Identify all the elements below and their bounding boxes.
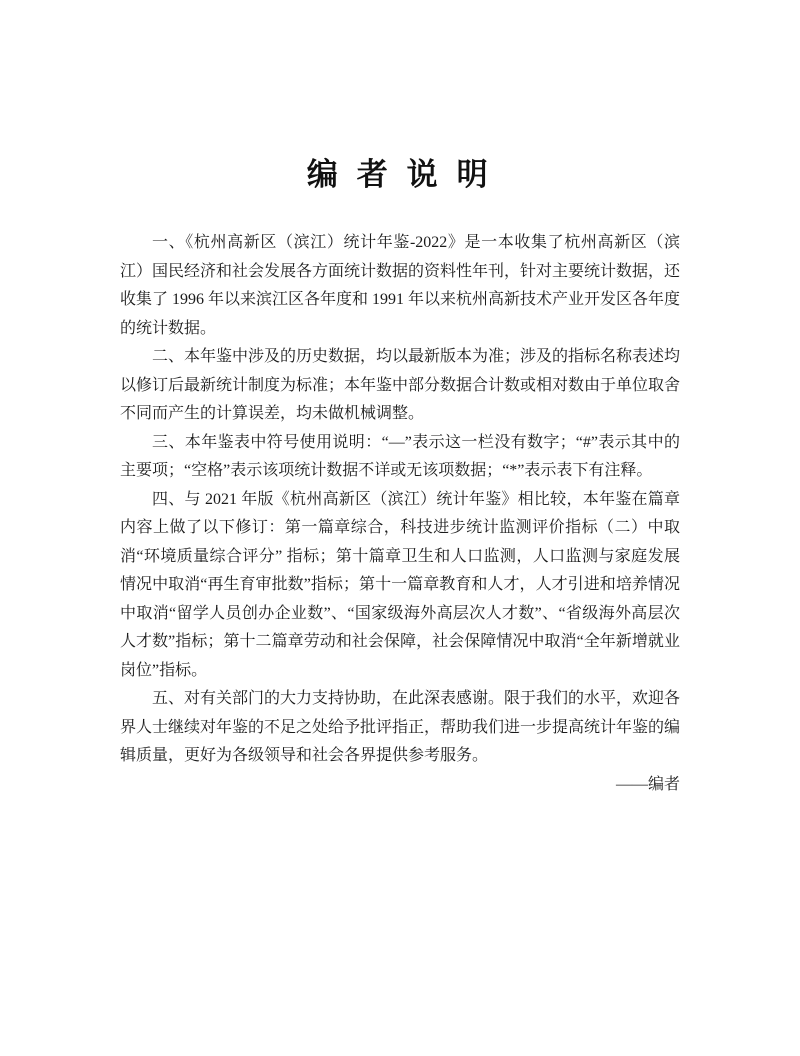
paragraph-2: 二、本年鉴中涉及的历史数据，均以最新版本为准；涉及的指标名称表述均以修订后最新统计制度为标准；本年鉴中部分数据合计数或相对数由于单位取舍不同而产生的计算误差，均未做机械调整。 (120, 348, 681, 422)
paragraph-4: 四、与 2021 年版《杭州高新区（滨江）统计年鉴》相比较，本年鉴在篇章内容上做了以下修订：第一篇章综合，科技进步统计监测评价指标（二）中取消“环境质量综合评分” 指标；第十篇章卫生和人口监测，人口监测与家庭发展情况中取消“再生育审批数”指标；第十一篇章教育和人才，人才引进和培养情况中取消“留学人员创办企业数”、“国家级海外高层次人才数”、“省级海外高层次人才数”指标；第十二篇章劳动和社会保障，社会保障情况中取消“全年新增就业岗位”指标。 (120, 490, 680, 679)
document-body (120, 229, 680, 799)
page-title: 编 者 说 明 (306, 157, 494, 192)
paragraph-5: 五、对有关部门的大力支持协助，在此深表感谢。限于我们的水平，欢迎各界人士继续对年鉴的不足之处给予批评指正，帮助我们进一步提高统计年鉴的编辑质量，更好为各级领导和社会各界提供参考服务。 (120, 690, 681, 764)
paragraph-1: 一、《杭州高新区（滨江）统计年鉴-2022》是一本收集了杭州高新区（滨江）国民经济和社会发展各方面统计数据的资料性年刊，针对主要统计数据，还收集了 1996 年以来滨江区各年度和 1991 年以来杭州高新技术产业开发区各年度的统计数据。 (120, 234, 681, 337)
editor-signature: ——编者 (615, 775, 680, 793)
paragraph-3: 三、本年鉴表中符号使用说明：“—”表示这一栏没有数字；“#”表示其中的主要项；“空格”表示该项统计数据不详或无该项数据；“*”表示表下有注释。 (120, 433, 680, 479)
